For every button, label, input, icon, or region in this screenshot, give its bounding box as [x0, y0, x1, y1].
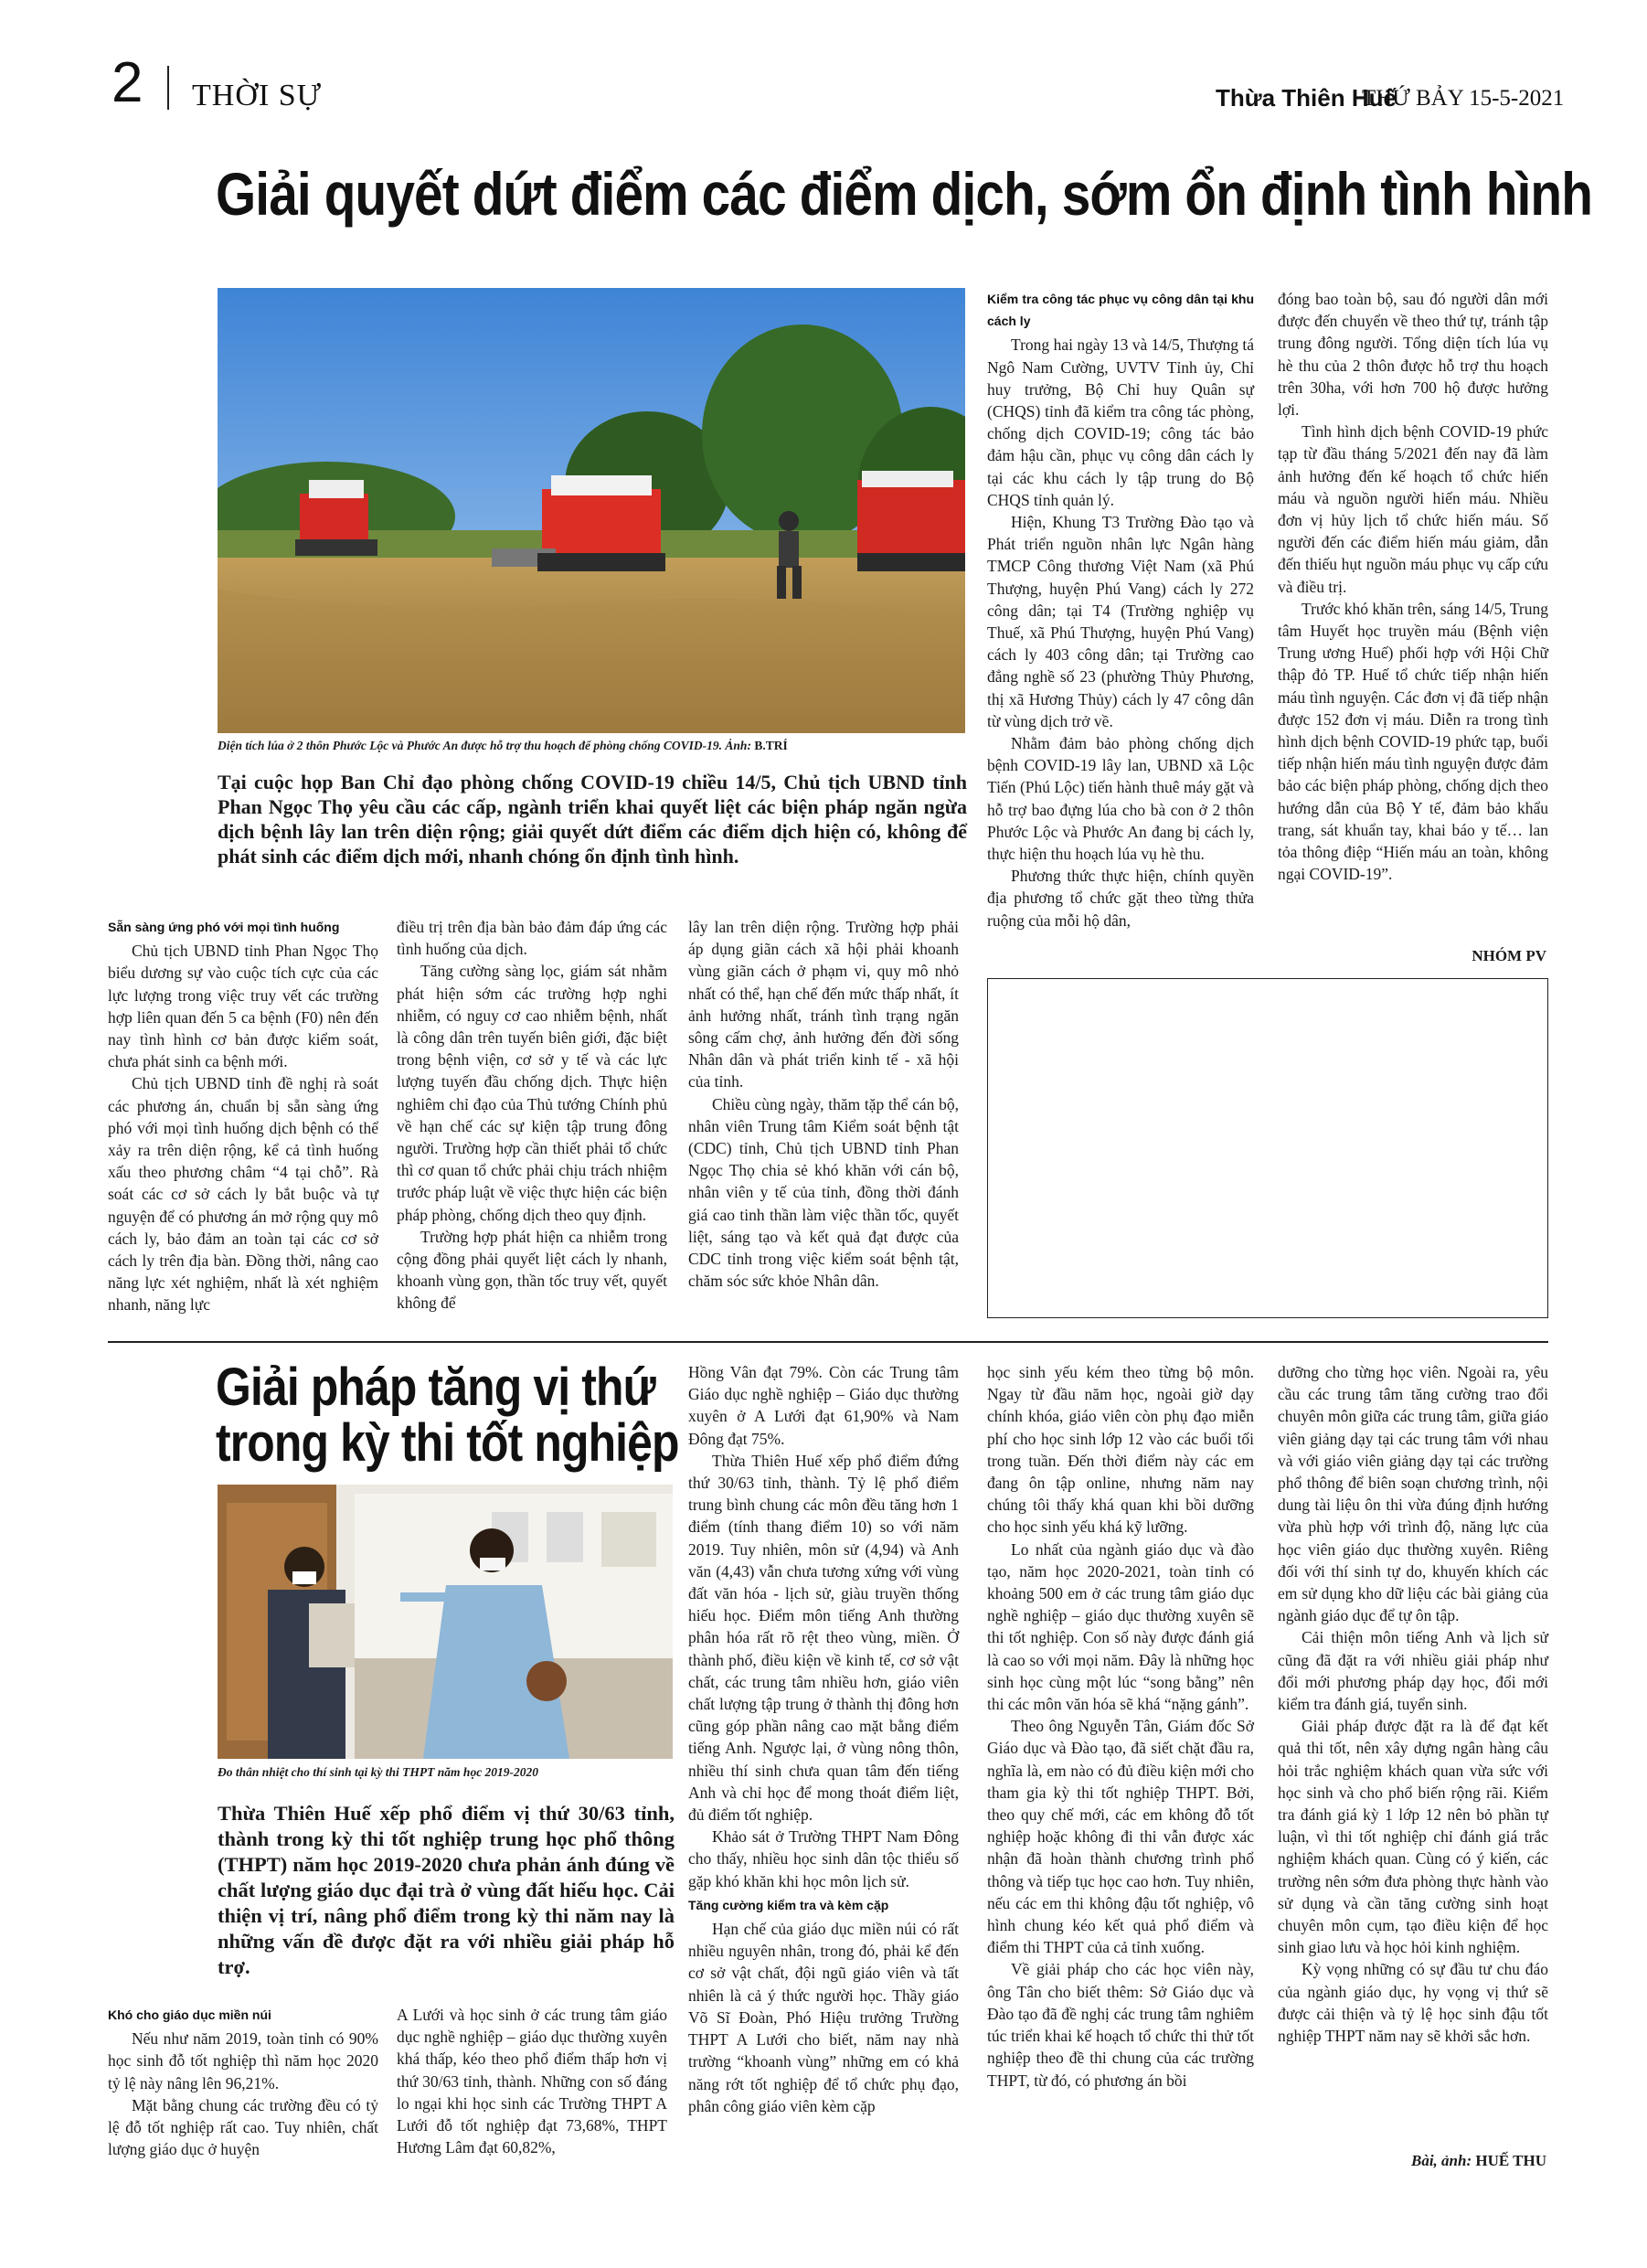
harvester-right [857, 471, 965, 571]
article2-col3 [688, 1361, 959, 2117]
paragraph: Phương thức thực hiện, chính quyền địa phương tổ chức gặt theo từng thửa ruộng của mỗi hộ dân, [987, 867, 1254, 930]
paragraph: Lo nhất của ngành giáo dục và đào tạo, năm học 2020-2021, toàn tỉnh có khoảng 500 em ở các trung tâm giáo dục nghề nghiệp – giáo dục thường xuyên sẽ thi tốt nghiệp. Con số này được đánh giá là cao so với mọi năm. Đây là những học sinh học cùng một lúc “song bằng” nên thi các môn văn hóa sẽ khá “nặng gánh”. [987, 1539, 1254, 1714]
article1-caption [218, 739, 967, 753]
article2-subhead1: Khó cho giáo dục miền núi [108, 2007, 271, 2022]
article2-byline-prefix: Bài, ảnh: [1410, 2152, 1476, 2169]
paragraph: Hạn chế của giáo dục miền núi có rất nhiều nguyên nhân, trong đó, phải kể đến cơ sở vật chất, đội ngũ giáo viên và tất nhiên là cả ý thức người học. Thầy giáo Võ Sĩ Đoàn, Phó Hiệu trưởng Trường THPT A Lưới cho biết, năm nay nhà trường “khoanh vùng” những em có khả năng rớt tốt nghiệp để tổ chức phụ đạo, phân công giáo viên kèm cặp [688, 1920, 959, 2115]
paragraph: A Lưới và học sinh ở các trung tâm giáo dục nghề nghiệp – giáo dục thường xuyên khá thấp, kéo theo phổ điểm thấp hơn vị thứ 30/63 tỉnh, thành. Những con số đáng lo ngại khi học sinh các Trường THPT A Lưới đỗ tốt nghiệp đạt 73,68%, THPT Hương Lâm đạt 60,82%, [397, 2006, 667, 2157]
paragraph: Chủ tịch UBND tỉnh Phan Ngọc Thọ biểu dương sự vào cuộc tích cực của các lực lượng trong việc truy vết các trường hợp liên quan đến 5 ca bệnh (F0) nên đến nay tình hình cơ bản được kiểm soát, chưa phát sinh ca bệnh mới. [108, 942, 378, 1071]
paragraph: Nhằm đảm bảo phòng chống dịch bệnh COVID-19 lây lan, UBND xã Lộc Tiến (Phú Lộc) tiến hành thuê máy gặt và hỗ trợ bao đựng lúa cho bà con ở 2 thôn Phước Lộc và Phước An đang bị cách ly, thực hiện thu hoạch lúa vụ hè thu. [987, 734, 1254, 864]
paragraph: Kỳ vọng những có sự đầu tư chu đáo của ngành giáo dục, hy vọng vị thứ sẽ được cải thiện và tỷ lệ học sinh đậu tốt nghiệp THPT năm nay sẽ khởi sắc hơn. [1278, 1960, 1548, 2046]
article2-byline-name: HUẾ THU [1475, 2152, 1546, 2169]
article1-subhead2: Kiểm tra công tác phục vụ công dân tại khu cách ly [987, 292, 1254, 329]
paragraph: Mặt bằng chung các trường đều có tỷ lệ đỗ tốt nghiệp rất cao. Tuy nhiên, chất lượng giáo dục ở huyện [108, 2095, 378, 2159]
rice-harvest-image [218, 288, 965, 733]
article1-caption-text: Diện tích lúa ở 2 thôn Phước Lộc và Phước An được hỗ trợ thu hoạch để phòng chống COVID-19. Ảnh: [218, 739, 755, 752]
paragraph: Giải pháp được đặt ra là để đạt kết quả thi tốt, nên xây dựng ngân hàng câu hỏi trắc nghiệm khách quan vừa sức với học sinh và cho phổ biến rộng rãi. Kiểm tra đánh giá kỳ 1 lớp 12 nên bỏ phần tự luận, vì thi tốt nghiệp chỉ đánh giá trắc nghiệm khách quan. Cùng có ý kiến, các trường nên sớm đưa phòng thực hành vào sử dụng và cần tăng cường sinh hoạt chuyên môn cụm, tạo điều kiện để học sinh giao lưu và học hỏi kinh nghiệm. [1278, 1717, 1548, 1957]
article1-byline: NHÓM PV [1472, 947, 1546, 964]
paragraph: Hồng Vân đạt 79%. Còn các Trung tâm Giáo dục nghề nghiệp – Giáo dục thường xuyên ở A Lưới đạt 61,90% và Nam Đông đạt 75%. [688, 1363, 959, 1448]
article2-headline-line2: trong kỳ thi tốt nghiệp [216, 1413, 679, 1473]
article2-headline-line1: Giải pháp tăng vị thứ [216, 1358, 655, 1417]
paragraph: Tăng cường sàng lọc, giám sát nhằm phát hiện sớm các trường hợp nghi nhiễm, có nguy cơ cao nhiễm bệnh, nhất là công dân trên tuyến biên giới, đặc biệt trong bệnh viện, cơ sở y tế và các lực lượng tuyến đầu chống dịch. Thực hiện nghiêm chỉ đạo của Thủ tướng Chính phủ về hạn chế các sự kiện tập trung đông người. Trường hợp cần thiết phải tổ chức thì cơ quan tổ chức phải chịu trách nhiệm trước pháp luật về việc thực hiện các biện pháp phòng, chống dịch theo quy định. [397, 962, 667, 1224]
paragraph: Về giải pháp cho các học viên này, ông Tân cho biết thêm: Sở Giáo dục và Đào tạo đã đề nghị các trung tâm nghiêm túc triển khai kế hoạch tổ chức thi thử tốt nghiệp theo đề thi chung của các trường THPT, từ đó, có phương án bồi [987, 1960, 1254, 2090]
article-separator [108, 1341, 1548, 1343]
article1-col5 [1278, 288, 1548, 885]
paragraph: Chiều cùng ngày, thăm tặp thể cán bộ, nhân viên Trung tâm Kiểm soát bệnh tật (CDC) tỉnh, Chủ tịch UBND tỉnh Phan Ngọc Thọ chia sẻ khó khăn với cán bộ, nhân viên y tế của tỉnh, đồng thời đánh giá cao tinh thần làm việc thần tốc, quyết liệt, sáng tạo và kết quả đạt được của CDC tỉnh trong việc kiểm soát bệnh tật, chăm sóc sức khỏe Nhân dân. [688, 1094, 959, 1291]
article2-photo [218, 1485, 673, 1759]
paragraph: Thừa Thiên Huế xếp phổ điểm đứng thứ 30/63 tỉnh, thành. Tỷ lệ phổ điểm trung bình chung các môn đều tăng hơn 1 điểm (tính thang điểm 10) so với năm 2019. Tuy nhiên, môn sử (4,94) và Anh văn (4,43) vẫn chưa tương xứng với vùng đất văn hóa - lịch sử, giàu truyền thống hiếu học. Điểm môn tiếng Anh thường phân hóa rất rõ rệt theo vùng, miền. Ở thành phố, điều kiện về kinh tế, cơ sở vật chất, các trung tâm nhiều hơn, giáo viên chất lượng tập trung ở thành thị đông hơn cũng góp phần nâng cao mặt bằng điểm tiếng Anh. Ngược lại, ở vùng nông thôn, nhiều thí sinh chưa quan tâm đến tiếng Anh và chỉ học để mong thoát điểm liệt, đủ điểm tốt nghiệp. [688, 1451, 959, 1825]
page-number: 2 [112, 51, 143, 114]
article2-lead: Thừa Thiên Huế xếp phổ điểm vị thứ 30/63 tỉnh, thành trong kỳ thi tốt nghiệp trung học phổ thông (THPT) năm học 2019-2020 chưa phản ánh đúng về chất lượng giáo dục đại trà ở vùng đất hiếu học. Cải thiện vị trí, nâng phổ điểm trong kỳ thi năm nay là những vấn đề được đặt ra với nhiều giải pháp hỗ trợ. [218, 1802, 675, 1978]
article1-subhead1: Sẵn sàng ứng phó với mọi tình huống [108, 920, 340, 934]
article1-headline: Giải quyết dứt điểm các điểm dịch, sớm ổn định tình hình [216, 160, 1593, 228]
header-divider [167, 66, 169, 110]
paragraph: Cải thiện môn tiếng Anh và lịch sử cũng đã đặt ra với nhiều giải pháp như đổi mới phương pháp dạy học, đổi mới kiểm tra đánh giá, tuyển sinh. [1278, 1628, 1548, 1714]
paragraph: Trong hai ngày 13 và 14/5, Thượng tá Ngô Nam Cường, UVTV Tỉnh ủy, Chỉ huy trưởng, Bộ Chỉ huy Quân sự (CHQS) tỉnh đã kiểm tra công tác phòng, chống dịch COVID-19; công tác bảo đảm hậu cần, phục vụ công dân cách ly tại các khu cách ly tập trung do Bộ CHQS tỉnh quản lý. [987, 335, 1254, 509]
paragraph: Hiện, Khung T3 Trường Đào tạo và Phát triển nguồn nhân lực Ngân hàng TMCP Công thương Việt Nam (xã Phú Thượng, huyện Phú Vang) cách ly 272 công dân; tại T4 (Trường nghiệp vụ Thuế, xã Phú Thượng, huyện Phú Vang) cách ly 403 công dân; tại Trường cao đẳng nghề số 23 (phường Thủy Phương, thị xã Hương Thủy) cách ly 47 công dân từ vùng dịch trở về. [987, 513, 1254, 730]
article2-col2 [397, 2004, 667, 2158]
article2-subhead2: Tăng cường kiểm tra và kèm cặp [688, 1897, 889, 1912]
paragraph: học sinh yếu kém theo từng bộ môn. Ngay từ đầu năm học, ngoài giờ dạy chính khóa, giáo viên còn phụ đạo miễn phí cho học sinh lớp 12 vào các buổi tối trong tuần. Đến thời điểm này các em đang ôn tập online, nhưng năm nay chúng tôi thấy khá quan khi bồi dưỡng cho học sinh yếu khá kỹ lưỡng. [987, 1363, 1254, 1537]
paragraph: đóng bao toàn bộ, sau đó người dân mới được đến chuyển về theo thứ tự, tránh tập trung đông người. Tổng diện tích lúa vụ hè thu của 2 thôn được hỗ trợ thu hoạch trên 30ha, với hơn 700 hộ được hưởng lợi. [1278, 290, 1548, 420]
article2-caption: Đo thân nhiệt cho thí sinh tại kỳ thi THPT năm học 2019-2020 [218, 1765, 539, 1779]
article1-caption-credit: B.TRÍ [754, 739, 788, 752]
paragraph: dưỡng cho từng học viên. Ngoài ra, yêu cầu các trung tâm tăng cường trao đổi chuyên môn giữa các trung tâm, giữa giáo viên giảng dạy tại các trung tâm với nhau và với giáo viên giảng dạy tại các trường phổ thông để biên soạn chương trình, nội dung tài liệu ôn thi vừa đúng định hướng vừa phù hợp với trình độ, năng lực của học viên giáo dục thường xuyên. Riêng đối với thí sinh tự do, khuyến khích các em sử dụng kho dữ liệu các bài giảng của ngành giáo dục để tự ôn tập. [1278, 1363, 1548, 1625]
paragraph: Khảo sát ở Trường THPT Nam Đông cho thấy, nhiều học sinh dân tộc thiểu số gặp khó khăn khi học môn lịch sử. [688, 1827, 959, 1890]
article1-col4 [987, 288, 1254, 932]
paragraph: điều trị trên địa bàn bảo đảm đáp ứng các tình huống của dịch. [397, 918, 667, 959]
paragraph: Tình hình dịch bệnh COVID-19 phức tạp từ đầu tháng 5/2021 đến nay đã làm ảnh hưởng đến kế hoạch tổ chức hiến máu và nguồn người hiến máu. Nhiều đơn vị hủy lịch tổ chức hiến máu. Số người đến các điểm hiến máu giảm, dẫn đến thiếu hụt nguồn máu phục vụ cấp cứu và điều trị. [1278, 422, 1548, 596]
paragraph: lây lan trên diện rộng. Trường hợp phải áp dụng giãn cách xã hội phải khoanh vùng giãn cách ở phạm vi, quy mô nhỏ nhất có thể, hạn chế đến mức thấp nhất, ít ảnh hưởng nhất, tránh tình trạng ngăn sông cấm chợ, ảnh hưởng đến đời sống Nhân dân và phát triển kinh tế - xã hội của tỉnh. [688, 918, 959, 1091]
article2-col1 [108, 2004, 378, 2160]
paragraph: Nếu như năm 2019, toàn tỉnh có 90% học sinh đỗ tốt nghiệp thì năm học 2020 tỷ lệ này nâng lên 96,21%. [108, 2029, 378, 2092]
paragraph: Trước khó khăn trên, sáng 14/5, Trung tâm Huyết học truyền máu (Bệnh viện Trung ương Huế) phối hợp với Hội Chữ thập đỏ TP. Huế tổ chức tiếp nhận hiến máu tình nguyện. Các đơn vị đã tiếp nhận được 152 đơn vị máu. Diễn ra trong tình hình dịch bệnh COVID-19 phức tạp, buổi tiếp nhận hiến máu tình nguyện được đảm bảo các biện pháp phòng, chống dịch theo hướng dẫn của Bộ Y tế, đảm bảo khẩu trang, sát khuẩn tay, khai báo y tế… lan tỏa thông điệp “Hiến máu an toàn, không ngại COVID-19”. [1278, 599, 1548, 884]
newspaper-name: Thừa Thiên Huế [1216, 84, 1397, 112]
article1-col2 [397, 916, 667, 1315]
page-header [0, 0, 1647, 128]
ad-box [987, 978, 1548, 1318]
paragraph: Chủ tịch UBND tỉnh đề nghị rà soát các phương án, chuẩn bị sẵn sàng ứng phó với mọi tình huống dịch bệnh có thể xảy ra trên diện rộng, kể cả tình huống xấu theo phương châm “4 tại chỗ”. Rà soát các cơ sở cách ly bắt buộc và tự nguyện để có phương án mở rộng quy mô cách ly, bảo đảm an toàn tại các cơ sở cách ly trên địa bàn. Đồng thời, nâng cao năng lực xét nghiệm, nhất là xét nghiệm nhanh, năng lực [108, 1074, 378, 1315]
temperature-check-image [218, 1485, 673, 1759]
issue-date: THỨ BẢY 15-5-2021 [1362, 86, 1565, 111]
article1-photo [218, 288, 965, 733]
article2-col4 [987, 1361, 1254, 2092]
paragraph: Trường hợp phát hiện ca nhiễm trong cộng đồng phải quyết liệt cách ly nhanh, khoanh vùng gọn, thần tốc truy vết, quyết không để [397, 1227, 667, 1313]
section-title: THỜI SỰ [192, 79, 322, 112]
article1-lead: Tại cuộc họp Ban Chỉ đạo phòng chống COVID-19 chiều 14/5, Chủ tịch UBND tỉnh Phan Ngọc Thọ yêu cầu các cấp, ngành triển khai quyết liệt các biện pháp ngăn ngừa dịch bệnh lây lan trên diện rộng; giải quyết dứt điểm các điểm dịch hiện có, không để phát sinh các điểm dịch mới, nhanh chóng ổn định tình hình. [218, 771, 967, 868]
article2-col5 [1278, 1361, 1548, 2047]
article1-col3 [688, 916, 959, 1292]
article1-col1 [108, 916, 378, 1316]
paragraph: Theo ông Nguyễn Tân, Giám đốc Sở Giáo dục và Đào tạo, đã siết chặt đầu ra, nghĩa là, em nào có đủ điều kiện mới cho tham gia kỳ thi tốt nghiệp THPT. Bởi, theo quy chế mới, các em không đỗ tốt nghiệp hoặc không đi thi vẫn được xác nhận đã hoàn thành chương trình phổ thông và tiếp tục học cao hơn. Tuy nhiên, nếu các em thi không đậu tốt nghiệp, vô hình chung kéo kết quả phổ điểm và điểm thi THPT của cả tỉnh xuống. [987, 1717, 1254, 1957]
article2-byline [1280, 2152, 1546, 2170]
